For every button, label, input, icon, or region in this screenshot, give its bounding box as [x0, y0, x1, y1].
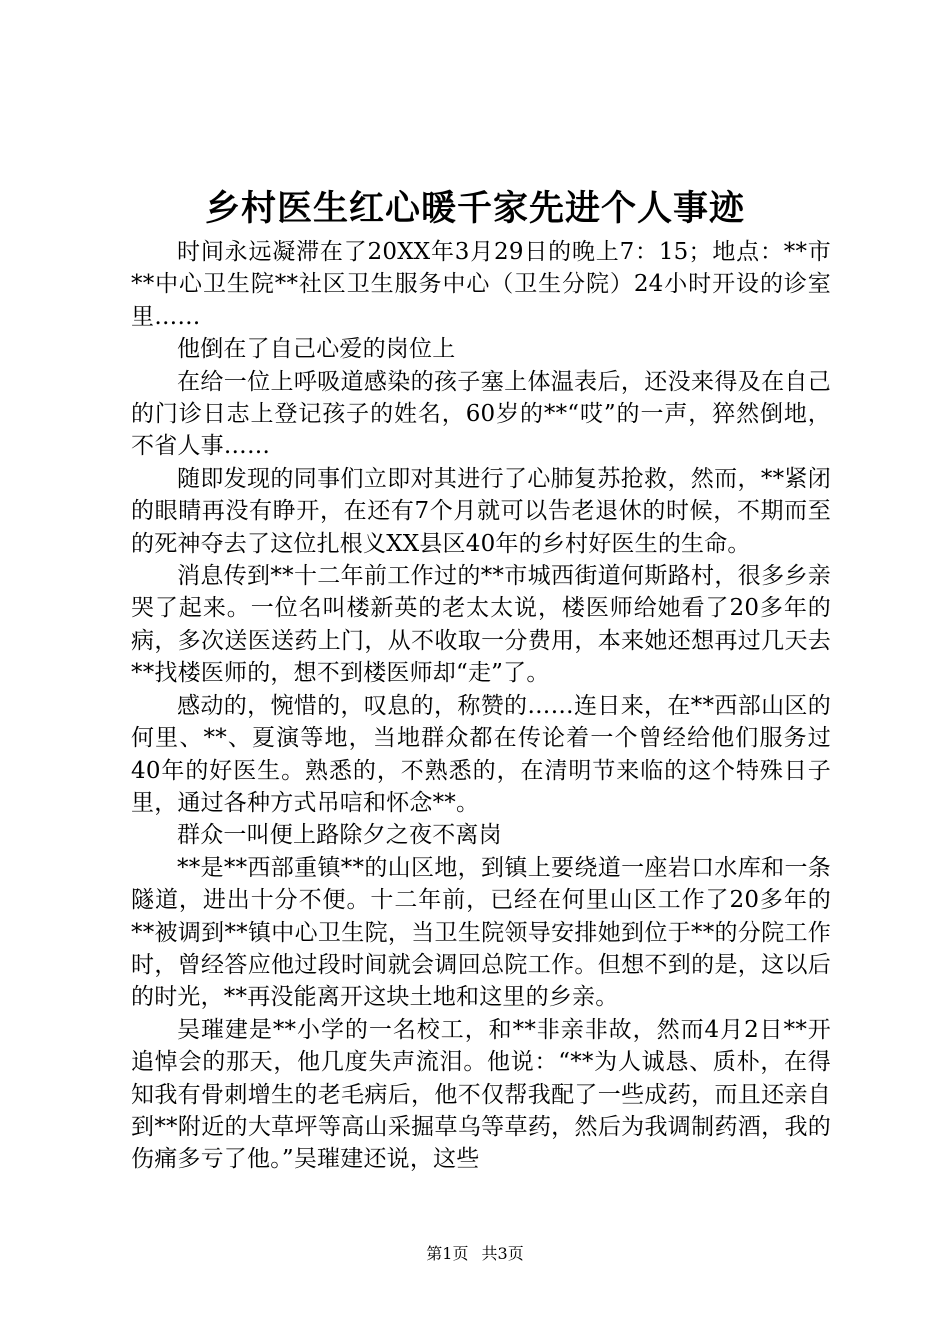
page-total: 共3页 [481, 1244, 524, 1263]
paragraph: 吴璀建是**小学的一名校工，和**非亲非故，然而4月2日**开追悼会的那天，他几度失声流泪。他说：“**为人诚恳、质朴，在得知我有骨刺增生的老毛病后，他不仅帮我配了一些成药，而且还亲自到**附近的大草坪等高山采掘草乌等草药，然后为我调制药酒，我的伤痛多亏了他。”吴璀建还说，这些 [131, 1016, 831, 1173]
paragraph: 时间永远凝滞在了20XX年3月29日的晚上7：15；地点：**市**中心卫生院**社区卫生服务中心（卫生分院）24小时开设的诊室里…… [131, 239, 831, 330]
page-number: 第1页 [426, 1244, 469, 1263]
paragraph: **是**西部重镇**的山区地，到镇上要绕道一座岩口水库和一条隧道，进出十分不便。十二年前，已经在何里山区工作了20多年的**被调到**镇中心卫生院，当卫生院领导安排她到位于**的分院工作时，曾经答应他过段时间就会调回总院工作。但想不到的是，这以后的时光，**再没能离开这块土地和这里的乡亲。 [131, 854, 831, 1011]
paragraph: 感动的，惋惜的，叹息的，称赞的……连日来，在**西部山区的何里、**、夏演等地，当地群众都在传论着一个曾经给他们服务过40年的好医生。熟悉的，不熟悉的，在清明节来临的这个特殊日子里，通过各种方式吊唁和怀念**。 [131, 692, 831, 816]
section-heading: 他倒在了自己心爱的岗位上 [177, 336, 456, 363]
page-footer [0, 1242, 950, 1266]
document-title: 乡村医生红心暖千家先进个人事迹 [204, 188, 745, 229]
paragraph: 随即发现的同事们立即对其进行了心肺复苏抢救，然而，**紧闭的眼睛再没有睁开，在还有7个月就可以告老退休的时候，不期而至的死神夺去了这位扎根义XX县区40年的乡村好医生的生命。 [131, 465, 831, 557]
document-body [131, 236, 831, 1176]
paragraph: 消息传到**十二年前工作过的**市城西街道何斯路村，很多乡亲哭了起来。一位名叫楼新英的老太太说，楼医师给她看了20多年的病，多次送医送药上门，从不收取一分费用，本来她还想再过几天去**找楼医师的，想不到楼医师却“走”了。 [131, 563, 831, 687]
section-heading: 群众一叫便上路除夕之夜不离岗 [177, 822, 502, 849]
paragraph: 在给一位上呼吸道感染的孩子塞上体温表后，还没来得及在自己的门诊日志上登记孩子的姓名，60岁的**“哎”的一声，猝然倒地，不省人事…… [131, 368, 831, 460]
